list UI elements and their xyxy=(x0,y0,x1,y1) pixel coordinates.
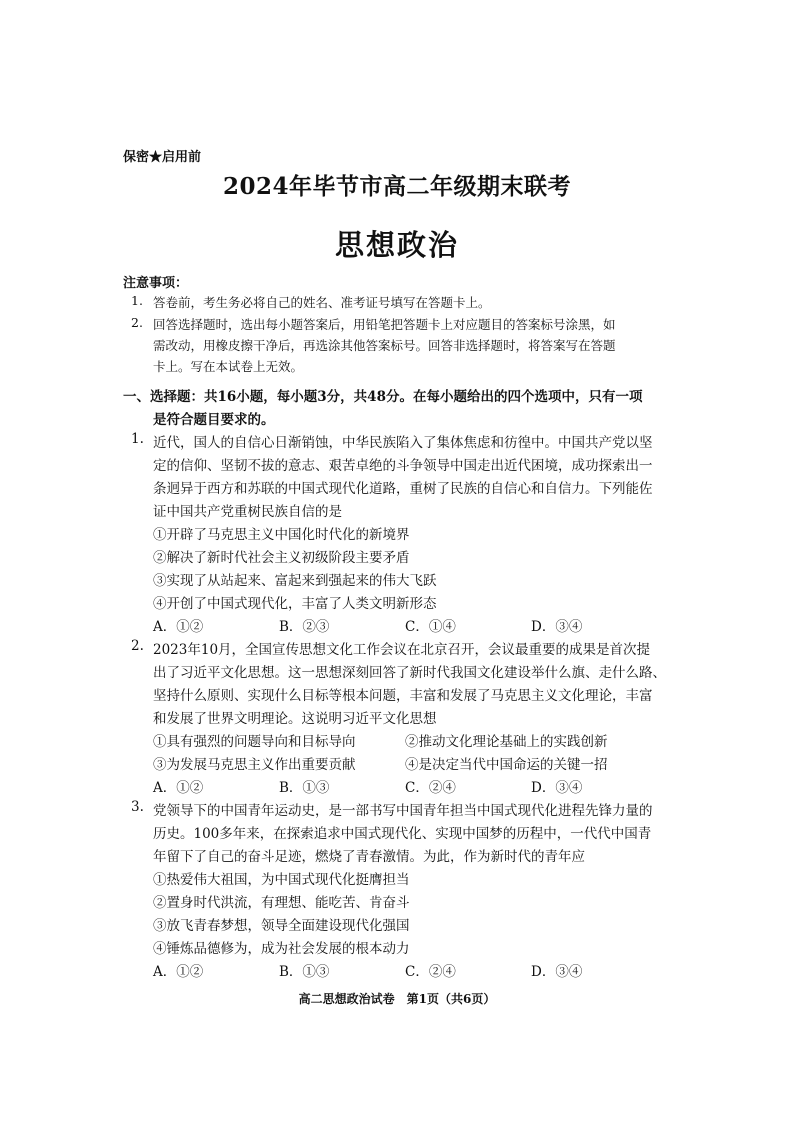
question-number: 2. xyxy=(131,638,144,654)
items-row xyxy=(0,730,794,750)
section-heading: 一、选择题：共16小题，每小题3分，共48分。在每小题给出的四个选项中，只有一项 xyxy=(123,389,643,405)
question-item: ①具有强烈的问题导向和目标导向 xyxy=(153,734,356,750)
question-item: ①开辟了马克思主义中国化时代化的新境界 xyxy=(153,527,410,543)
option-a[interactable]: A．①② xyxy=(153,780,204,796)
notice-heading: 注意事项： xyxy=(123,276,189,291)
exam-title: 2024年毕节市高二年级期末联考 xyxy=(222,173,571,200)
option-c[interactable]: C．②④ xyxy=(405,780,456,796)
option-c[interactable]: C．①④ xyxy=(405,619,456,635)
question-stem-line: 证中国共产党重树民族自信的是 xyxy=(153,504,342,520)
question-item: ②推动文化理论基础上的实践创新 xyxy=(405,734,608,750)
secret-mark: 保密★启用前 xyxy=(123,150,202,165)
option-d[interactable]: D．③④ xyxy=(531,964,583,980)
question-stem-line: 定的信仰、坚韧不拔的意志、艰苦卓绝的斗争领导中国走出近代困境，成功探索出一 xyxy=(153,458,653,474)
question-stem-line: 2023年10月，全国宣传思想文化工作会议在北京召开，会议最重要的成果是首次提 xyxy=(153,642,651,658)
option-b[interactable]: B．①③ xyxy=(279,964,330,980)
question-stem-line: 年留下了自己的奋斗足迹，燃烧了青春激情。为此，作为新时代的青年应 xyxy=(153,849,585,865)
options-row xyxy=(0,615,794,635)
option-d[interactable]: D．③④ xyxy=(531,619,583,635)
question-item: ①热爱伟大祖国，为中国式现代化挺膺担当 xyxy=(153,872,410,888)
question-number: 3. xyxy=(131,799,144,815)
notice-line: 答卷前，考生务必将自己的姓名、准考证号填写在答题卡上。 xyxy=(153,295,491,310)
question-item: ③放飞青春梦想，领导全面建设现代化强国 xyxy=(153,918,410,934)
option-b[interactable]: B．①③ xyxy=(279,780,330,796)
question-number: 1. xyxy=(131,431,144,447)
question-item: ②解决了新时代社会主义初级阶段主要矛盾 xyxy=(153,550,410,566)
question-stem-line: 和发展了世界文明理论。这说明习近平文化思想 xyxy=(153,711,437,727)
question-stem-line: 历史。100多年来，在探索追求中国式现代化、实现中国梦的历程中，一代代中国青 xyxy=(153,826,652,842)
notice-num-2: 2. xyxy=(131,315,143,330)
option-a[interactable]: A．①② xyxy=(153,619,204,635)
question-item: ②置身时代洪流，有理想、能吃苦、肯奋斗 xyxy=(153,895,410,911)
option-c[interactable]: C．②④ xyxy=(405,964,456,980)
page-footer: 高二思想政治试卷 第1页（共6页） xyxy=(298,992,496,1006)
question-item: ④开创了中国式现代化，丰富了人类文明新形态 xyxy=(153,596,437,612)
question-stem-line: 党领导下的中国青年运动史，是一部书写中国青年担当中国式现代化进程先锋力量的 xyxy=(153,803,653,819)
option-d[interactable]: D．③④ xyxy=(531,780,583,796)
question-item: ③实现了从站起来、富起来到强起来的伟大飞跃 xyxy=(153,573,437,589)
section-heading-cont: 是符合题目要求的。 xyxy=(153,412,275,428)
option-b[interactable]: B．②③ xyxy=(279,619,330,635)
notice-line: 需改动，用橡皮擦干净后，再选涂其他答案标号。回答非选择题时，将答案写在答题 xyxy=(153,338,616,353)
option-a[interactable]: A．①② xyxy=(153,964,204,980)
options-row xyxy=(0,960,794,980)
question-stem-line: 条迥异于西方和苏联的中国式现代化道路，重树了民族的自信心和自信力。下列能佐 xyxy=(153,481,653,497)
question-item: ③为发展马克思主义作出重要贡献 xyxy=(153,757,356,773)
question-stem-line: 近代，国人的自信心日渐销蚀，中华民族陷入了集体焦虑和彷徨中。中国共产党以坚 xyxy=(153,435,653,451)
subject-title: 思想政治 xyxy=(334,228,459,262)
notice-line: 回答选择题时，选出每小题答案后，用铅笔把答题卡上对应题目的答案标号涂黑，如 xyxy=(153,317,616,332)
question-stem-line: 出了习近平文化思想。这一思想深刻回答了新时代我国文化建设举什么旗、走什么路、 xyxy=(153,665,666,681)
items-row xyxy=(0,753,794,773)
question-stem-line: 坚持什么原则、实现什么目标等根本问题，丰富和发展了马克思主义文化理论，丰富 xyxy=(153,688,653,704)
question-item: ④是决定当代中国命运的关键一招 xyxy=(405,757,608,773)
options-row xyxy=(0,776,794,796)
question-item: ④锤炼品德修为，成为社会发展的根本动力 xyxy=(153,941,410,957)
notice-line: 卡上。写在本试卷上无效。 xyxy=(153,359,304,374)
notice-num-1: 1. xyxy=(131,293,143,308)
